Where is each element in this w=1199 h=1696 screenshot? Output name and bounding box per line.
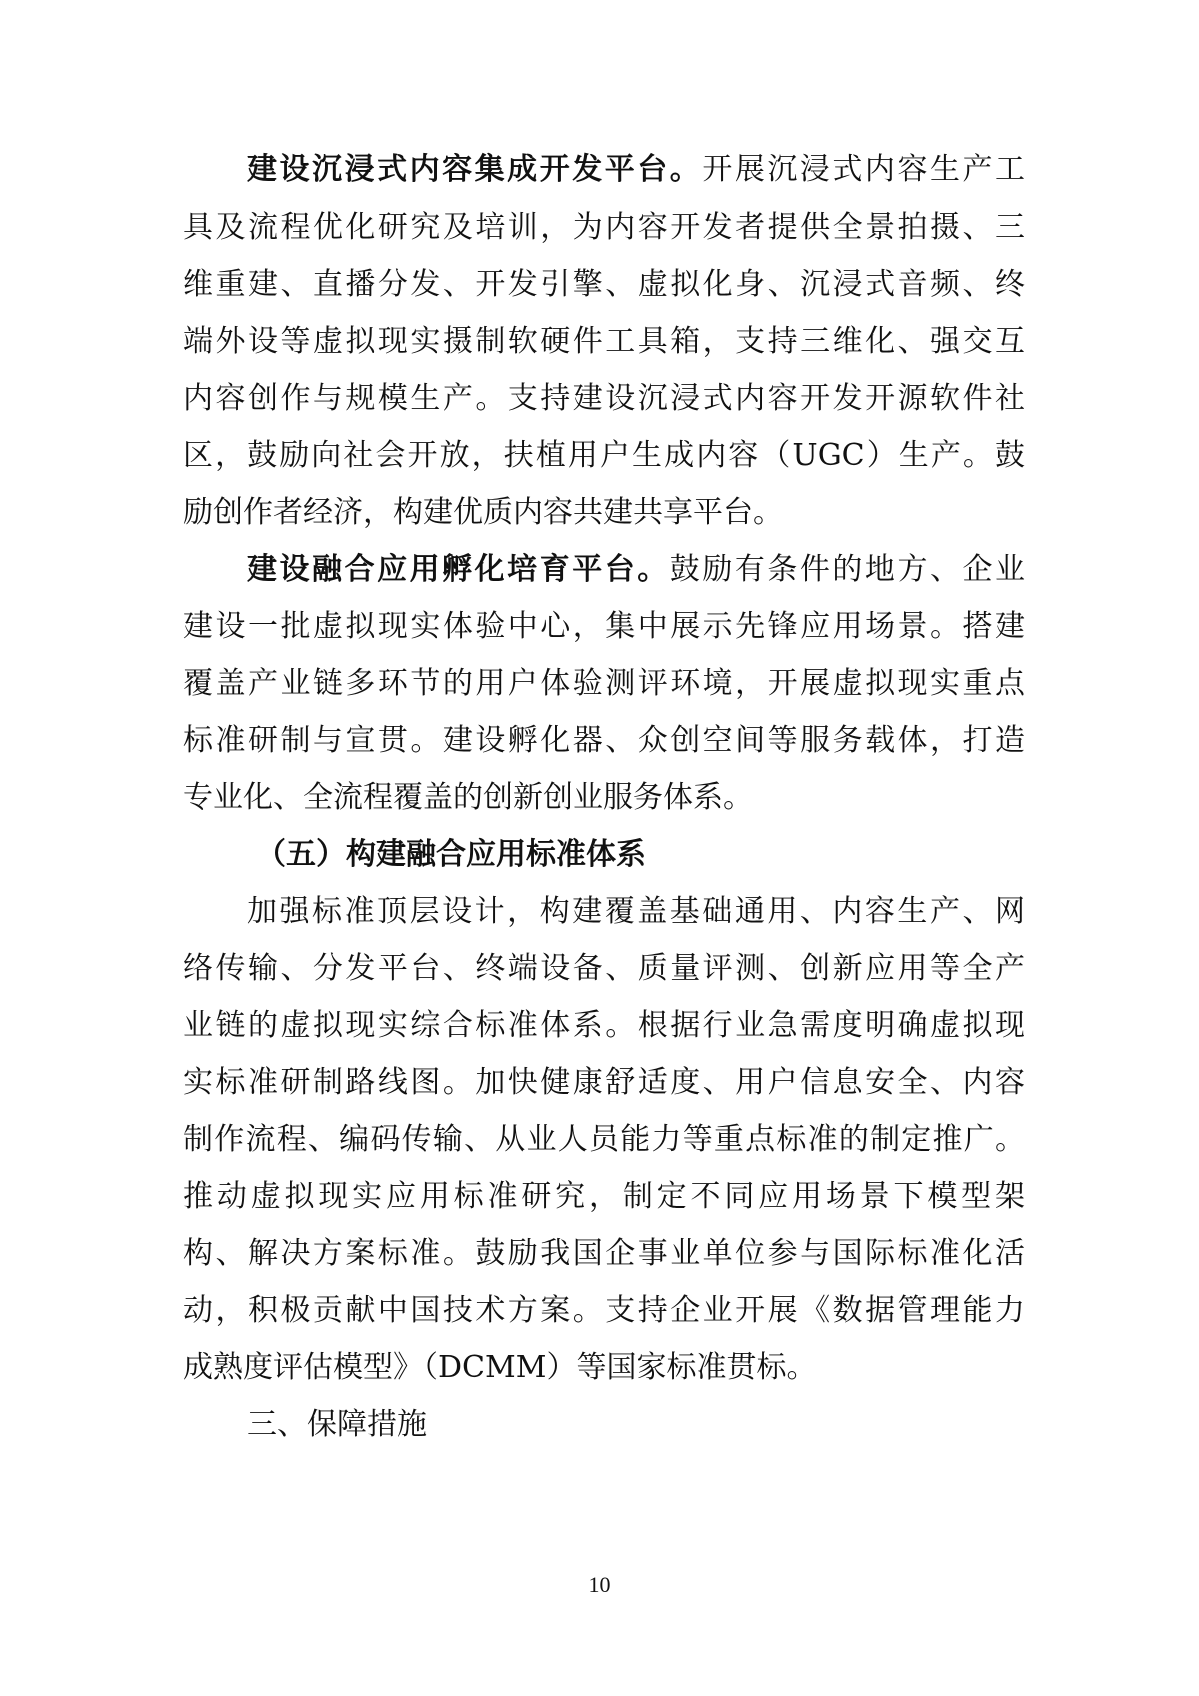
paragraph-1-text-1: 开展沉浸式内容生产工	[702, 152, 1026, 187]
section-5-line-1: 加强标准顶层设计，构建覆盖基础通用、内容生产、网	[247, 894, 1025, 929]
paragraph-2-line-4: 标准研制与宣贯。建设孵化器、众创空间等服务载体，打造	[183, 723, 1025, 758]
page-number: 10	[588, 1572, 611, 1597]
section-5-line-4: 实标准研制路线图。加快健康舒适度、用户信息安全、内容	[183, 1065, 1025, 1100]
section-5-line-3: 业链的虚拟现实综合标准体系。根据行业急需度明确虚拟现	[183, 1008, 1025, 1043]
section-5-line-7: 构、解决方案标准。鼓励我国企事业单位参与国际标准化活	[183, 1236, 1025, 1271]
paragraph-1-line-3: 维重建、直播分发、开发引擎、虚拟化身、沉浸式音频、终	[183, 267, 1025, 302]
paragraph-2-line-2: 建设一批虚拟现实体验中心，集中展示先锋应用场景。搭建	[183, 609, 1025, 644]
paragraph-1-line-7: 励创作者经济，构建优质内容共建共享平台。	[183, 495, 783, 530]
section-5-line-9: 成熟度评估模型》（DCMM）等国家标准贯标。	[183, 1350, 817, 1385]
section-5-heading: （五）构建融合应用标准体系	[256, 837, 646, 872]
paragraph-1-line-1	[247, 148, 1025, 192]
paragraph-1-line-2: 具及流程优化研究及培训，为内容开发者提供全景拍摄、三	[183, 210, 1025, 245]
paragraph-2-lead: 建设融合应用孵化培育平台。	[247, 552, 670, 587]
paragraph-1-line-5: 内容创作与规模生产。支持建设沉浸式内容开发开源软件社	[183, 381, 1025, 416]
section-3-heading: 三、保障措施	[247, 1407, 427, 1442]
section-5-line-2: 络传输、分发平台、终端设备、质量评测、创新应用等全产	[183, 951, 1025, 986]
paragraph-2-line-1	[247, 548, 1025, 592]
paragraph-2-line-5: 专业化、全流程覆盖的创新创业服务体系。	[183, 780, 753, 815]
paragraph-2-line-3: 覆盖产业链多环节的用户体验测评环境，开展虚拟现实重点	[183, 666, 1025, 701]
paragraph-1-line-4: 端外设等虚拟现实摄制软硬件工具箱，支持三维化、强交互	[183, 324, 1025, 359]
paragraph-1-lead: 建设沉浸式内容集成开发平台。	[247, 152, 703, 187]
section-5-line-8: 动，积极贡献中国技术方案。支持企业开展《数据管理能力	[183, 1293, 1025, 1328]
section-5-line-6: 推动虚拟现实应用标准研究，制定不同应用场景下模型架	[183, 1179, 1025, 1214]
paragraph-1-line-6: 区，鼓励向社会开放，扶植用户生成内容（UGC）生产。鼓	[183, 438, 1025, 473]
paragraph-2-text-1: 鼓励有条件的地方、企业	[669, 552, 1026, 587]
section-5-line-5: 制作流程、编码传输、从业人员能力等重点标准的制定推广。	[183, 1122, 1025, 1157]
